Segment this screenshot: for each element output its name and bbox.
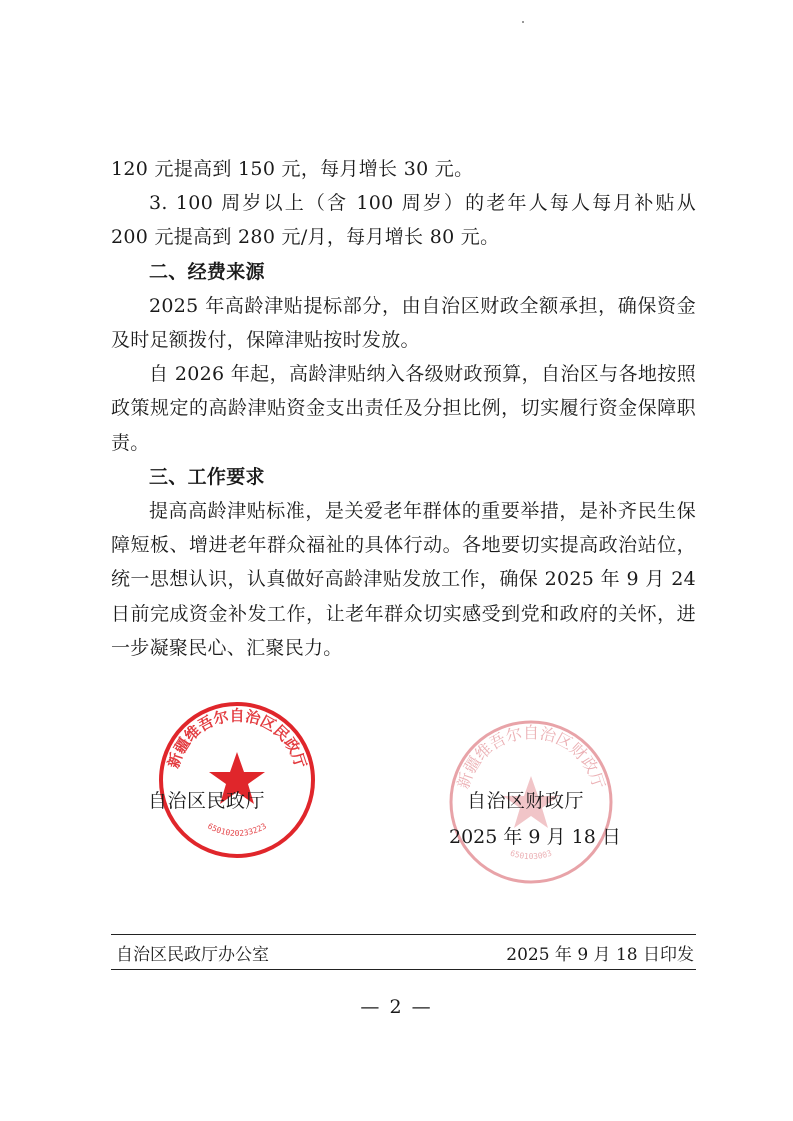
signer-finance: 自治区财政厅 <box>467 790 585 812</box>
signature-date: 2025 年 9 月 18 日 <box>449 826 621 848</box>
section-heading-requirements: 三、工作要求 <box>149 465 265 488</box>
body-line-1: 120 元提高到 150 元，每月增长 30 元。 <box>111 158 474 180</box>
section-heading-funding: 二、经费来源 <box>149 260 265 283</box>
footer-rule-top <box>111 934 696 935</box>
page-number: — 2 — <box>360 996 433 1018</box>
footer-issuer: 自治区民政厅办公室 <box>116 945 269 965</box>
body-item-3: 3. 100 周岁以上（含 100 周岁）的老年人每人每月补贴从 200 元提高到 280 元/月，每月增长 80 元。 <box>111 192 696 249</box>
footer-issue-date: 2025 年 9 月 18 日印发 <box>506 945 694 965</box>
body-paragraph-requirements: 提高高龄津贴标准，是关爱老年群体的重要举措，是补齐民生保障短板、增进老年群众福祉的具体行动。各地要切实提高政治站位，统一思想认识，认真做好高龄津贴发放工作，确保 2025 年 9 月 24 日前完成资金补发工作，让老年群众切实感受到党和政府的关怀，进一步凝聚民心、汇聚民力。 <box>111 500 696 659</box>
civil-affairs-seal <box>157 700 317 860</box>
signer-civil-affairs: 自治区民政厅 <box>148 790 266 812</box>
body-paragraph-funding-a: 2025 年高龄津贴提标部分，由自治区财政全额承担，确保资金及时足额拨付，保障津贴按时发放。 <box>111 294 696 352</box>
body-paragraph-funding-b: 自 2026 年起，高龄津贴纳入各级财政预算，自治区与各地按照政策规定的高龄津贴资金支出责任及分担比例，切实履行资金保障职责。 <box>111 363 696 454</box>
svg-text:新疆维吾尔自治区民政厅: 新疆维吾尔自治区民政厅 <box>164 706 310 771</box>
footer-rule-bottom <box>111 969 696 970</box>
svg-text:650103003: 650103003 <box>509 848 553 862</box>
body-text <box>111 152 696 665</box>
scan-speck <box>522 21 524 23</box>
svg-text:6501020233223: 6501020233223 <box>206 821 268 838</box>
svg-text:新疆维吾尔自治区财政厅: 新疆维吾尔自治区财政厅 <box>453 723 609 792</box>
